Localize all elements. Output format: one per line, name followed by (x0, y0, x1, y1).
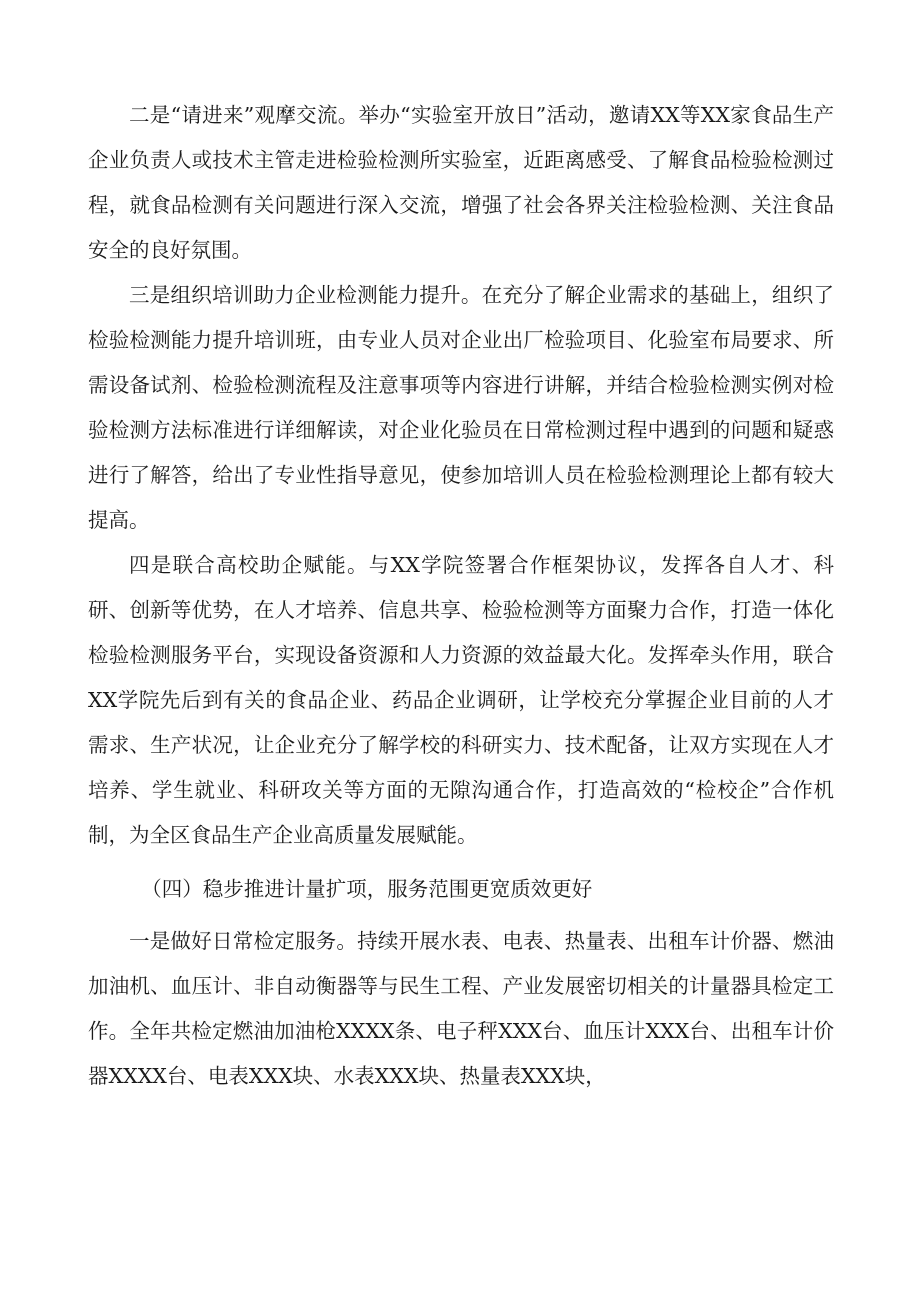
paragraph-open-day: 二是“请进来”观摩交流。举办“实验室开放日”活动，邀请XX等XX家食品生产企业负责人或技术主管走进检验检测所实验室，近距离感受、了解食品检验检测过程，就食品检测有关问题进行深入交流，增强了社会各界关注检验检测、关注食品安全的良好氛围。 (88, 103, 834, 262)
paragraph-university-cooperation: 四是联合高校助企赋能。与XX学院签署合作框架协议，发挥各自人才、科研、创新等优势，在人才培养、信息共享、检验检测等方面聚力合作，打造一体化检验检测服务平台，实现设备资源和人力资源的效益最大化。发挥牵头作用，联合XX学院先后到有关的食品企业、药品企业调研，让学校充分掌握企业目前的人才需求、生产状况，让企业充分了解学校的科研实力、技术配备，让双方实现在人才培养、学生就业、科研攻关等方面的无隙沟通合作，打造高效的“检校企”合作机制，为全区食品生产企业高质量发展赋能。 (88, 553, 834, 847)
document-page (88, 93, 834, 1099)
paragraph-verification-service: 一是做好日常检定服务。持续开展水表、电表、热量表、出租车计价器、燃油加油机、血压计、非自动衡器等与民生工程、产业发展密切相关的计量器具检定工作。全年共检定燃油加油枪XXXX条、电子秤XXX台、血压计XXX台、出租车计价器XXXX台、电表XXX块、水表XXX块、热量表XXX块， (88, 929, 834, 1088)
paragraph-training: 三是组织培训助力企业检测能力提升。在充分了解企业需求的基础上，组织了检验检测能力提升培训班，由专业人员对企业出厂检验项目、化验室布局要求、所需设备试剂、检验检测流程及注意事项等内容进行讲解，并结合检验检测实例对检验检测方法标准进行详细解读，对企业化验员在日常检测过程中遇到的问题和疑惑进行了解答，给出了专业性指导意见，使参加培训人员在检验检测理论上都有较大提高。 (88, 283, 834, 532)
section-heading: （四）稳步推进计量扩项，服务范围更宽质效更好 (141, 877, 593, 901)
